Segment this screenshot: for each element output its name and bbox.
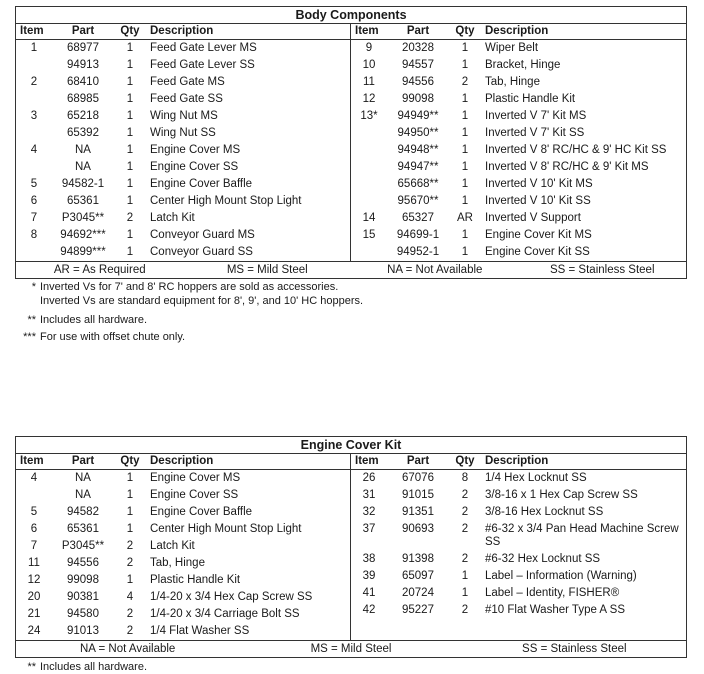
- item-cell: 6: [30, 195, 38, 207]
- qty-cell: 8: [461, 472, 469, 484]
- legend-item: AR = As Required: [53, 264, 146, 276]
- header-row: [16, 24, 350, 40]
- part-cell: P3045**: [61, 212, 105, 224]
- item-cell: 37: [362, 523, 376, 535]
- qty-cell: 1: [461, 195, 469, 207]
- description-cell: Label – Information (Warning): [485, 570, 637, 582]
- item-cell: [16, 159, 52, 176]
- rows: [351, 470, 686, 619]
- description-cell: #10 Flat Washer Type A SS: [485, 604, 625, 616]
- qty-cell: 1: [126, 59, 134, 71]
- part-cell: 95227: [402, 604, 434, 616]
- description-cell: Center High Mount Stop Light: [150, 195, 302, 207]
- description-cell: Inverted V 7' Kit SS: [485, 127, 585, 139]
- legend-item: MS = Mild Steel: [226, 264, 308, 276]
- description-cell: 1/4 Hex Locknut SS: [485, 472, 587, 484]
- note-line: [16, 280, 363, 294]
- table-row: [16, 193, 350, 210]
- note-text: For use with offset chute only.: [40, 331, 186, 343]
- part-cell: 20724: [402, 587, 434, 599]
- legend: [16, 640, 686, 657]
- left-column: [16, 24, 351, 261]
- left-column: [16, 454, 351, 640]
- description-cell: Engine Cover MS: [150, 472, 241, 484]
- table-row: [16, 606, 350, 623]
- body-components-table: [15, 6, 687, 279]
- header-item: Item: [20, 455, 44, 467]
- header-description: Description: [485, 25, 549, 37]
- item-cell: 38: [362, 553, 376, 565]
- table-row: [16, 74, 350, 91]
- table-row: [16, 159, 350, 176]
- item-cell: 2: [30, 76, 38, 88]
- item-cell: 24: [27, 625, 41, 637]
- qty-cell: 2: [461, 506, 469, 518]
- header-item: Item: [355, 25, 379, 37]
- description-cell: Label – Identity, FISHER®: [485, 587, 620, 599]
- description-cell: Bracket, Hinge: [485, 59, 561, 71]
- item-cell: 21: [27, 608, 41, 620]
- part-cell: 99098: [67, 574, 99, 586]
- description-cell: 1/4-20 x 3/4 Hex Cap Screw SS: [150, 591, 313, 603]
- item-cell: 1: [30, 42, 38, 54]
- qty-cell: 1: [126, 161, 134, 173]
- description-cell: 1/4 Flat Washer SS: [150, 625, 250, 637]
- description-cell: Engine Cover Baffle: [150, 178, 253, 190]
- legend-item: NA = Not Available: [387, 264, 483, 276]
- qty-cell: 1: [126, 42, 134, 54]
- item-cell: 6: [30, 523, 38, 535]
- legend-item: SS = Stainless Steel: [522, 643, 627, 655]
- item-cell: 41: [362, 587, 376, 599]
- qty-cell: 1: [461, 42, 469, 54]
- qty-cell: 2: [461, 604, 469, 616]
- description-cell: Tab, Hinge: [150, 557, 205, 569]
- description-cell: Plastic Handle Kit: [150, 574, 241, 586]
- item-cell: 13*: [360, 110, 378, 122]
- qty-cell: 1: [126, 506, 134, 518]
- qty-cell: 1: [461, 246, 469, 258]
- note-text: Inverted Vs are standard equipment for 8', 9', and 10' HC hoppers.: [40, 295, 364, 307]
- table-row: [351, 193, 686, 210]
- part-cell: 99098: [402, 93, 434, 105]
- header-item: Item: [20, 25, 44, 37]
- table-row: [351, 108, 686, 125]
- description-cell: Inverted V 10' Kit SS: [485, 195, 591, 207]
- description-cell: Latch Kit: [150, 540, 195, 552]
- part-cell: 65361: [67, 523, 99, 535]
- qty-cell: 1: [126, 127, 134, 139]
- note-line: [16, 330, 363, 344]
- item-cell: 20: [27, 591, 41, 603]
- rows: [16, 470, 350, 640]
- header-part: Part: [406, 25, 430, 37]
- part-cell: 91398: [402, 553, 434, 565]
- table-row: [351, 568, 686, 585]
- part-cell: 67076: [402, 472, 434, 484]
- qty-cell: 1: [126, 178, 134, 190]
- table-row: [351, 227, 686, 244]
- footnote: [16, 660, 147, 674]
- part-cell: 65218: [67, 110, 99, 122]
- description-cell: Inverted V Support: [485, 212, 581, 224]
- description-cell: 3/8-16 x 1 Hex Cap Screw SS: [485, 489, 638, 501]
- table-row: [351, 244, 686, 261]
- item-cell: 15: [362, 229, 376, 241]
- qty-cell: 1: [126, 76, 134, 88]
- qty-cell: 2: [461, 553, 469, 565]
- header-qty: Qty: [455, 25, 475, 37]
- part-cell: 68977: [67, 42, 99, 54]
- description-cell: Center High Mount Stop Light: [150, 523, 302, 535]
- qty-cell: 4: [126, 591, 134, 603]
- part-cell: P3045**: [61, 540, 105, 552]
- qty-cell: 2: [126, 540, 134, 552]
- description-cell: 1/4-20 x 3/4 Carriage Bolt SS: [150, 608, 300, 620]
- qty-cell: 1: [461, 93, 469, 105]
- qty-cell: 2: [126, 557, 134, 569]
- part-cell: 68410: [67, 76, 99, 88]
- header-description: Description: [150, 455, 214, 467]
- table-row: [351, 551, 686, 568]
- header-description: Description: [485, 455, 549, 467]
- description-cell: Engine Cover Kit MS: [485, 229, 592, 241]
- item-cell: 5: [30, 178, 38, 190]
- table-row: [351, 585, 686, 602]
- table-row: [16, 521, 350, 538]
- item-cell: 8: [30, 229, 38, 241]
- table-row: [16, 589, 350, 606]
- table-row: [351, 470, 686, 487]
- header-qty: Qty: [120, 25, 140, 37]
- part-cell: NA: [75, 144, 91, 156]
- table-row: [351, 40, 686, 57]
- part-cell: NA: [75, 472, 91, 484]
- header-part: Part: [71, 455, 95, 467]
- item-cell: 7: [30, 540, 38, 552]
- header-qty: Qty: [120, 455, 140, 467]
- qty-cell: 2: [126, 625, 134, 637]
- header-item: Item: [355, 455, 379, 467]
- note-text: Inverted Vs for 7' and 8' RC hoppers are sold as accessories.: [40, 281, 339, 293]
- header-row: [16, 454, 350, 470]
- part-cell: 94582: [67, 506, 99, 518]
- description-cell: Conveyor Guard MS: [150, 229, 255, 241]
- header-row: [351, 454, 686, 470]
- part-cell: 94950**: [397, 127, 439, 139]
- item-cell: 5: [30, 506, 38, 518]
- part-cell: 94948**: [397, 144, 439, 156]
- table-row: [16, 57, 350, 74]
- item-cell: 3: [30, 110, 38, 122]
- description-cell: Conveyor Guard SS: [150, 246, 253, 258]
- table-row: [16, 555, 350, 572]
- part-cell: 94557: [402, 59, 434, 71]
- description-cell: 3/8-16 Hex Locknut SS: [485, 506, 604, 518]
- description-cell: #6-32 x 3/4 Pan Head Machine Screw SS: [485, 523, 679, 548]
- item-cell: 32: [362, 506, 376, 518]
- footnote-mark: **: [27, 661, 36, 673]
- table-row: [16, 227, 350, 244]
- qty-cell: 1: [126, 229, 134, 241]
- right-column: [351, 454, 686, 640]
- table-row: [351, 91, 686, 108]
- part-cell: 94913: [67, 59, 99, 71]
- description-cell: Wing Nut MS: [150, 110, 218, 122]
- description-cell: Wiper Belt: [485, 42, 539, 54]
- table-row: [351, 57, 686, 74]
- qty-cell: 1: [461, 127, 469, 139]
- part-cell: 94949**: [397, 110, 439, 122]
- part-cell: 94947**: [397, 161, 439, 173]
- qty-cell: 1: [126, 489, 134, 501]
- qty-cell: AR: [457, 212, 473, 224]
- qty-cell: 2: [126, 608, 134, 620]
- item-cell: [16, 244, 52, 261]
- table-row: [16, 470, 350, 487]
- description-cell: Feed Gate Lever MS: [150, 42, 257, 54]
- qty-cell: 2: [461, 489, 469, 501]
- table-row: [16, 623, 350, 640]
- qty-cell: 1: [126, 574, 134, 586]
- part-cell: 94699-1: [396, 229, 440, 241]
- item-cell: [16, 487, 52, 504]
- table-row: [16, 108, 350, 125]
- part-cell: 94952-1: [396, 246, 440, 258]
- item-cell: [16, 91, 52, 108]
- description-cell: Inverted V 10' Kit MS: [485, 178, 593, 190]
- qty-cell: 1: [461, 161, 469, 173]
- legend-item: NA = Not Available: [79, 643, 176, 655]
- qty-cell: 1: [126, 93, 134, 105]
- part-cell: 90381: [67, 591, 99, 603]
- part-cell: 94899***: [60, 246, 106, 258]
- note-mark: ***: [23, 331, 36, 343]
- description-cell: Engine Cover SS: [150, 161, 239, 173]
- qty-cell: 1: [461, 570, 469, 582]
- qty-cell: 1: [461, 229, 469, 241]
- description-cell: Inverted V 7' Kit MS: [485, 110, 587, 122]
- table-row: [16, 176, 350, 193]
- description-cell: Wing Nut SS: [150, 127, 216, 139]
- rows: [16, 40, 350, 261]
- note-line: [16, 294, 363, 308]
- table-row: [16, 538, 350, 555]
- table-row: [351, 504, 686, 521]
- item-cell: [16, 125, 52, 142]
- item-cell: 12: [27, 574, 41, 586]
- header-part: Part: [71, 25, 95, 37]
- qty-cell: 1: [126, 144, 134, 156]
- item-cell: [351, 142, 387, 159]
- table-row: [351, 176, 686, 193]
- right-column: [351, 24, 686, 261]
- table-row: [351, 521, 686, 551]
- qty-cell: 1: [126, 195, 134, 207]
- table-row: [16, 125, 350, 142]
- qty-cell: 2: [126, 212, 134, 224]
- qty-cell: 1: [461, 178, 469, 190]
- table-row: [16, 244, 350, 261]
- part-cell: 65361: [67, 195, 99, 207]
- note-line: [16, 313, 363, 327]
- description-cell: Latch Kit: [150, 212, 195, 224]
- qty-cell: 1: [461, 110, 469, 122]
- item-cell: 4: [30, 144, 38, 156]
- description-cell: Feed Gate Lever SS: [150, 59, 255, 71]
- note-mark: *: [31, 281, 36, 293]
- description-cell: Engine Cover Kit SS: [485, 246, 590, 258]
- header-description: Description: [150, 25, 214, 37]
- table-row: [16, 487, 350, 504]
- qty-cell: 1: [126, 246, 134, 258]
- part-cell: NA: [75, 489, 91, 501]
- description-cell: Tab, Hinge: [485, 76, 540, 88]
- table-row: [16, 91, 350, 108]
- part-cell: 91015: [402, 489, 434, 501]
- table-row: [16, 40, 350, 57]
- part-cell: 94582-1: [61, 178, 105, 190]
- description-cell: Plastic Handle Kit: [485, 93, 576, 105]
- table-row: [351, 602, 686, 619]
- item-cell: 12: [362, 93, 376, 105]
- qty-cell: 1: [461, 587, 469, 599]
- item-cell: 4: [30, 472, 38, 484]
- table-row: [351, 125, 686, 142]
- description-cell: #6-32 Hex Locknut SS: [485, 553, 601, 565]
- table-row: [351, 74, 686, 91]
- item-cell: [351, 125, 387, 142]
- part-cell: 95670**: [397, 195, 439, 207]
- description-cell: Engine Cover SS: [150, 489, 239, 501]
- qty-cell: 1: [461, 59, 469, 71]
- header-qty: Qty: [455, 455, 475, 467]
- notes: [16, 280, 363, 344]
- part-cell: 65097: [402, 570, 434, 582]
- part-cell: 65392: [67, 127, 99, 139]
- item-cell: 9: [365, 42, 373, 54]
- description-cell: Inverted V 8' RC/HC & 9' Kit MS: [485, 161, 649, 173]
- item-cell: 26: [362, 472, 376, 484]
- table-row: [351, 487, 686, 504]
- qty-cell: 1: [126, 472, 134, 484]
- item-cell: 11: [363, 76, 375, 88]
- part-cell: 94556: [402, 76, 434, 88]
- table-row: [16, 504, 350, 521]
- footnote-text: Includes all hardware.: [40, 661, 148, 673]
- note-mark: **: [27, 314, 36, 326]
- part-cell: 91013: [67, 625, 99, 637]
- legend: [16, 261, 686, 278]
- legend-item: SS = Stainless Steel: [549, 264, 655, 276]
- description-cell: Feed Gate MS: [150, 76, 225, 88]
- qty-cell: 1: [126, 110, 134, 122]
- table-row: [16, 210, 350, 227]
- qty-cell: 1: [126, 523, 134, 535]
- item-cell: 42: [362, 604, 376, 616]
- part-cell: 20328: [402, 42, 434, 54]
- rows: [351, 40, 686, 261]
- item-cell: [16, 57, 52, 74]
- table-title: Engine Cover Kit: [16, 437, 686, 454]
- item-cell: [351, 244, 387, 261]
- part-cell: 65668**: [397, 178, 439, 190]
- item-cell: 7: [30, 212, 38, 224]
- header-part: Part: [406, 455, 430, 467]
- table-row: [351, 210, 686, 227]
- item-cell: 11: [28, 557, 40, 569]
- item-cell: [351, 159, 387, 176]
- description-cell: Feed Gate SS: [150, 93, 223, 105]
- table-title: Body Components: [16, 7, 686, 24]
- part-cell: 94580: [67, 608, 99, 620]
- note-text: Includes all hardware.: [40, 314, 148, 326]
- part-cell: 68985: [67, 93, 99, 105]
- description-cell: Inverted V 8' RC/HC & 9' HC Kit SS: [485, 144, 667, 156]
- table-row: [351, 159, 686, 176]
- part-cell: 91351: [402, 506, 434, 518]
- description-cell: Engine Cover Baffle: [150, 506, 253, 518]
- qty-cell: 2: [461, 523, 469, 535]
- engine-cover-kit-table: [15, 436, 687, 658]
- part-cell: 65327: [402, 212, 434, 224]
- qty-cell: 1: [461, 144, 469, 156]
- part-cell: NA: [75, 161, 91, 173]
- item-cell: 10: [362, 59, 376, 71]
- legend-item: MS = Mild Steel: [310, 643, 392, 655]
- item-cell: [351, 193, 387, 210]
- item-cell: 31: [362, 489, 376, 501]
- table-row: [351, 142, 686, 159]
- part-cell: 94556: [67, 557, 99, 569]
- table-row: [16, 572, 350, 589]
- description-cell: Engine Cover MS: [150, 144, 241, 156]
- item-cell: [351, 176, 387, 193]
- item-cell: 14: [362, 212, 376, 224]
- item-cell: 39: [362, 570, 376, 582]
- table-row: [16, 142, 350, 159]
- part-cell: 90693: [402, 523, 434, 535]
- qty-cell: 2: [461, 76, 469, 88]
- header-row: [351, 24, 686, 40]
- part-cell: 94692***: [60, 229, 106, 241]
